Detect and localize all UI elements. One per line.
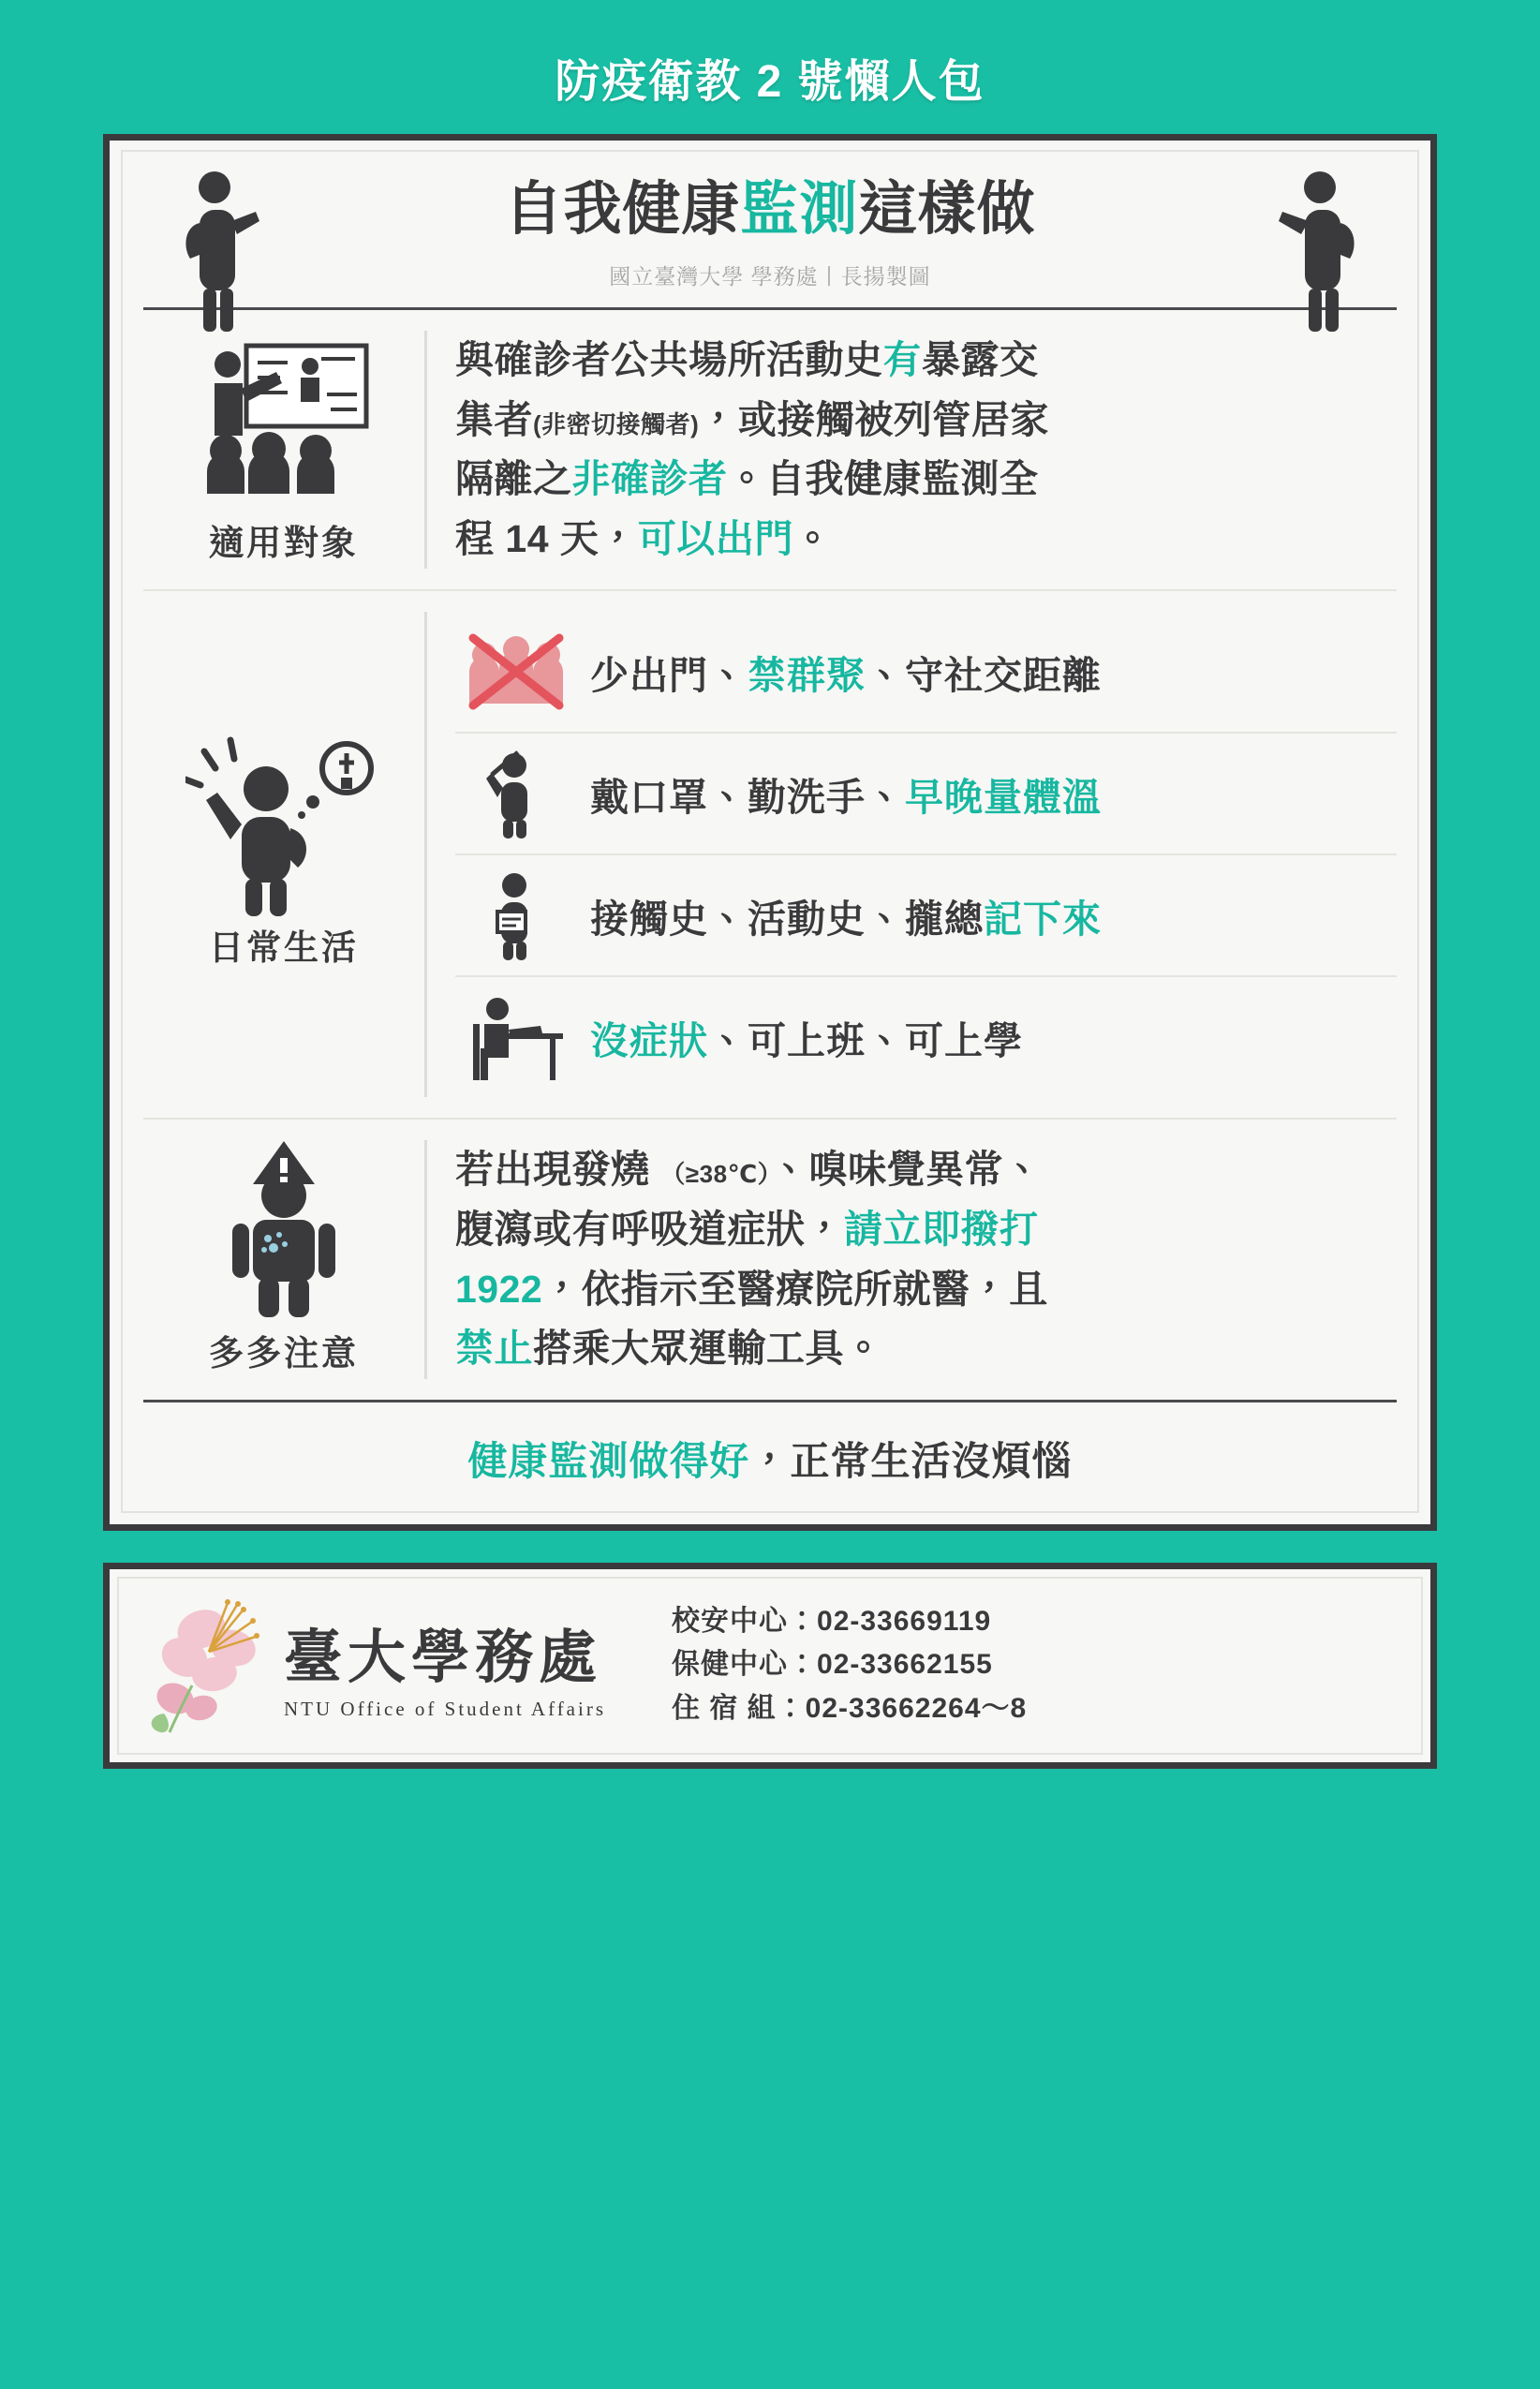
poster-title xyxy=(143,176,1397,243)
text-segment-accent: 請立即撥打 xyxy=(844,1208,1039,1252)
text-segment-small: （≥38℃） xyxy=(660,1160,771,1189)
daily-row-desk-text xyxy=(577,1010,1023,1065)
page-title: 防疫衛教 2 號懶人包 xyxy=(555,57,985,107)
footer-card xyxy=(103,1563,1437,1769)
section-target-body xyxy=(424,331,1397,569)
warning-person-icon xyxy=(195,1150,373,1310)
poster-inner-frame xyxy=(121,150,1419,1513)
daily-row-thermometer-text xyxy=(577,766,1102,822)
main-poster-card xyxy=(103,134,1437,1531)
text-segment: 隔離之 xyxy=(455,457,572,501)
caution-line-3 xyxy=(455,1260,1397,1320)
slogan-rest: ，正常生活沒煩惱 xyxy=(749,1438,1073,1483)
poster-title-part2: 這樣做 xyxy=(858,177,1036,242)
section-daily-body xyxy=(424,612,1397,1097)
section-daily-label: 日常生活 xyxy=(209,928,359,968)
contact-health-center: 保健中心：02-33662155 xyxy=(672,1649,993,1681)
caution-line-2 xyxy=(455,1200,1397,1260)
poster-title-accent: 監測 xyxy=(740,177,859,242)
text-segment-accent: 沒症狀 xyxy=(590,1018,708,1062)
section-caution-icon-area xyxy=(143,1140,424,1378)
slogan-accent: 健康監測做得好 xyxy=(467,1438,750,1483)
daily-row-no-gathering xyxy=(455,612,1397,732)
contact-housing: 住 宿 組：02-33662264～8 xyxy=(672,1692,1028,1724)
no-gathering-icon xyxy=(455,627,577,717)
section-daily-life xyxy=(143,591,1397,1118)
section-daily-icon-area xyxy=(143,612,424,1097)
text-segment-accent: 1922 xyxy=(455,1267,543,1311)
text-segment: 接觸史、活動史、攏總 xyxy=(590,897,984,941)
caution-line-4 xyxy=(455,1319,1397,1379)
section-caution xyxy=(143,1120,1397,1399)
daily-row-notebook-text xyxy=(577,888,1102,943)
person-notebook-icon xyxy=(455,870,577,960)
text-segment-accent: 非確診者 xyxy=(571,457,728,501)
text-segment: 程 14 天， xyxy=(455,516,638,560)
caution-line-1 xyxy=(455,1140,1397,1200)
text-segment: 少出門、 xyxy=(590,653,748,697)
text-segment: 、嗅味覺異常、 xyxy=(770,1148,1043,1192)
azalea-flower-icon xyxy=(143,1595,274,1736)
text-segment: 若出現發燒 xyxy=(455,1148,661,1192)
text-segment: 腹瀉或有呼吸道症狀， xyxy=(455,1208,844,1252)
target-line-1 xyxy=(455,331,1397,391)
text-segment: 、可上班、可上學 xyxy=(708,1018,1023,1062)
contact-list xyxy=(644,1600,1397,1731)
ntu-logo xyxy=(143,1595,644,1736)
person-idea-icon xyxy=(185,745,382,904)
ntu-logo-en: NTU Office of Student Affairs xyxy=(284,1697,607,1720)
text-segment-accent: 禁群聚 xyxy=(748,653,866,697)
target-line-3 xyxy=(455,450,1397,510)
target-line-2 xyxy=(455,391,1397,451)
section-caution-label: 多多注意 xyxy=(209,1333,359,1373)
person-at-desk-icon xyxy=(455,992,577,1082)
text-segment-accent: 可以出門 xyxy=(637,516,793,560)
poster-header xyxy=(143,152,1397,307)
daily-row-notebook xyxy=(455,853,1397,975)
section-caution-body xyxy=(424,1140,1397,1378)
ntu-logo-cn: 臺大學務處 xyxy=(284,1625,603,1690)
person-thinking-icon-left xyxy=(166,169,278,337)
poster-slogan xyxy=(143,1402,1397,1511)
person-thinking-icon-right xyxy=(1262,169,1374,337)
text-segment-accent: 禁止 xyxy=(455,1327,533,1371)
text-segment: 暴露交 xyxy=(922,338,1039,382)
daily-row-thermometer xyxy=(455,732,1397,853)
text-segment: 與確診者公共場所活動史 xyxy=(455,338,883,382)
text-segment-accent: 有 xyxy=(882,338,922,382)
text-segment: 。 xyxy=(792,516,833,560)
text-segment-small: (非密切接觸者) xyxy=(533,409,700,438)
ntu-logo-text xyxy=(284,1610,606,1721)
text-segment: ，依指示至醫療院所就醫，且 xyxy=(542,1267,1048,1311)
text-segment-accent: 記下來 xyxy=(984,897,1102,941)
section-target xyxy=(143,310,1397,589)
target-line-4 xyxy=(455,510,1397,570)
thermometer-person-icon xyxy=(455,749,577,838)
section-target-label: 適用對象 xyxy=(209,524,359,563)
text-segment: ，或接觸被列管居家 xyxy=(699,397,1049,441)
text-segment: 搭乘大眾運輸工具。 xyxy=(533,1327,883,1371)
text-segment: 戴口罩、勤洗手、 xyxy=(590,775,905,819)
text-segment: 集者 xyxy=(455,397,533,441)
presentation-teacher-icon xyxy=(190,340,378,499)
text-segment: 、守社交距離 xyxy=(866,653,1102,697)
daily-row-no-gathering-text xyxy=(577,645,1102,700)
footer-inner-frame xyxy=(117,1577,1423,1755)
poster-subtitle: 國立臺灣大學 學務處丨長揚製圖 xyxy=(609,264,931,289)
section-target-icon-area xyxy=(143,331,424,569)
daily-row-desk xyxy=(455,975,1397,1097)
text-segment: 。自我健康監測全 xyxy=(727,457,1039,501)
poster-title-part1: 自我健康 xyxy=(504,177,741,242)
text-segment-accent: 早晚量體溫 xyxy=(905,775,1102,819)
contact-campus-safety: 校安中心：02-33669119 xyxy=(672,1605,992,1637)
